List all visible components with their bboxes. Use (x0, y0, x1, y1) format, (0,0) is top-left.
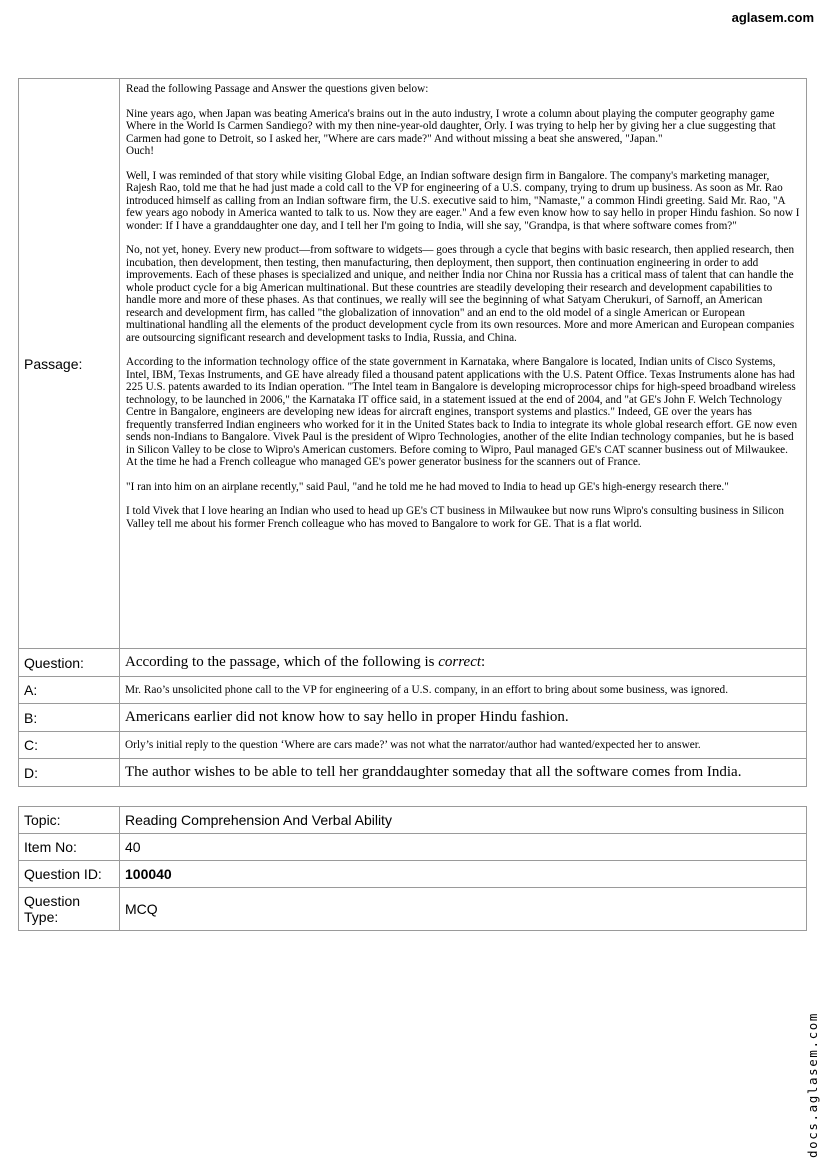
option-d-text[interactable]: The author wishes to be able to tell her granddaughter someday that all the software comes from India. (120, 759, 807, 787)
passage-paragraph-5: "I ran into him on an airplane recently," said Paul, "and he told me he had moved to India to head up GE's high-energy research there." (126, 480, 729, 493)
option-b-label: B: (19, 704, 120, 732)
question-type-label-line2: Type: (24, 909, 59, 925)
question-row (19, 649, 807, 677)
question-type-label (19, 888, 120, 931)
question-table (18, 78, 807, 787)
option-a-label: A: (19, 677, 120, 704)
question-type-label-line1: Question (24, 893, 81, 909)
question-label: Question: (19, 649, 120, 677)
passage-row (19, 79, 807, 649)
topic-label: Topic: (19, 807, 120, 834)
question-text (120, 649, 807, 677)
option-b-text[interactable]: Americans earlier did not know how to say hello in proper Hindu fashion. (120, 704, 807, 732)
topic-row (19, 807, 807, 834)
option-row-b[interactable] (19, 704, 807, 732)
passage-paragraph-6: I told Vivek that I love hearing an Indian who used to head up GE's CT business in Milwaukee but now runs Wipro's consulting business in Silicon Valley tell me about his former French colleague who has moved to Bangalore to work for GE. That is a flat world. (126, 505, 784, 530)
passage-intro: Read the following Passage and Answer the questions given below: (126, 83, 429, 95)
side-watermark (803, 1000, 823, 1160)
brand-label: aglasem.com (731, 10, 814, 25)
question-id-row (19, 861, 807, 888)
item-row (19, 834, 807, 861)
question-prefix: According to the passage, which of the following is (125, 654, 439, 670)
item-value: 40 (120, 834, 807, 861)
passage-label: Passage: (19, 79, 120, 649)
option-c-text[interactable]: Orly’s initial reply to the question ‘Where are cars made?’ was not what the narrator/author had wanted/expected her to answer. (120, 732, 807, 759)
question-id-label: Question ID: (19, 861, 120, 888)
passage-paragraph-2: Well, I was reminded of that story while visiting Global Edge, an Indian software design firm in Bangalore. The company's marketing manager, Rajesh Rao, told me that he had just made a cold call to the VP for engineering of a U.S. company, trying to drum up business. As soon as Mr. Rao introduced himself as calling from an Indian software firm, the U.S. executive said to him, "Namaste," a common Hindi greeting. Said Mr. Rao, "A few years ago nobody in America wanted to talk to us. Now they are eager." And a few even know how to say hello in proper Hindu fashion. So now I wonder: If I have a granddaughter one day, and I tell her I'm going to India, will she say, "Grandpa, is that where software comes from?" (126, 169, 800, 232)
option-row-c[interactable] (19, 732, 807, 759)
passage-text (120, 79, 807, 649)
question-suffix: : (481, 654, 486, 670)
question-type-row (19, 888, 807, 931)
option-row-a[interactable] (19, 677, 807, 704)
question-id-value: 100040 (120, 861, 807, 888)
question-type-value: MCQ (120, 888, 807, 931)
passage-paragraph-4: According to the information technology office of the state government in Karnataka, where Bangalore is located, Indian units of Cisco Systems, Intel, IBM, Texas Instruments, and GE have already filed a thousand patent applications with the U.S. Patent Office. Texas Instruments alone has had 225 U.S. patents awarded to its Indian operation. "The Intel team in Bangalore is developing microprocessor chips for high-speed broadband wireless technology, to be launched in 2006," the Karnataka IT office said, in a statement issued at the end of 2004, and "at GE's John F. Welch Technology Centre in Bangalore, engineers are developing new ideas for aircraft engines, transport systems and plastics." Indeed, GE over the years has frequently transferred Indian engineers who worked for it in the United States back to India to integrate its whole global research effort. GE now even sends non-Indians to Bangalore. Vivek Paul is the president of Wipro Technologies, another of the elite Indian technology companies, but he is based in Silicon Valley to be close to Wipro's American customers. Before coming to Wipro, Paul managed GE's CAT scanner business out of Milwaukee. At the time he had a French colleague who managed GE's power generator business for the scanners out of France. (126, 356, 798, 468)
passage-paragraph-1: Nine years ago, when Japan was beating America's brains out in the auto industry, I wrote a column about playing the computer geography game Where in the World Is Carmen Sandiego? with my then nine-year-old daughter, Orly. I was trying to help her by giving her a clue suggesting that Carmen had gone to Detroit, so I asked her, "Where are cars made?" And without missing a beat she answered, "Japan." Ouch! (126, 107, 776, 157)
option-row-d[interactable] (19, 759, 807, 787)
topic-value: Reading Comprehension And Verbal Ability (120, 807, 807, 834)
option-d-label: D: (19, 759, 120, 787)
meta-table (18, 806, 807, 931)
option-a-text[interactable]: Mr. Rao’s unsolicited phone call to the VP for engineering of a U.S. company, in an effort to bring about some business, was ignored. (120, 677, 807, 704)
question-emphasis: correct (438, 654, 482, 670)
option-c-label: C: (19, 732, 120, 759)
passage-paragraph-3: No, not yet, honey. Every new product—from software to widgets— goes through a cycle that begins with basic research, then applied research, then incubation, then development, then testing, then manufacturing, then deployment, then support, then continuation engineering in order to add improvements. Each of these phases is specialized and unique, and neither India nor China nor Russia has a critical mass of talent that can handle the whole product cycle for a big American multinational. But these countries are steadily developing their research and development capabilities to handle more and more of these phases. As that continues, we really will see the beginning of what Satyam Cherukuri, of Sarnoff, an American research and development firm, has called "the globalization of innovation" and an end to the old model of a single American or European multinational handling all the elements of the product development cycle from its own resources. More and more American and European companies are outsourcing significant research and development tasks to India, Russia, and China. (126, 244, 795, 344)
item-label: Item No: (19, 834, 120, 861)
side-watermark-text: docs.aglasem.com (805, 1011, 820, 1158)
